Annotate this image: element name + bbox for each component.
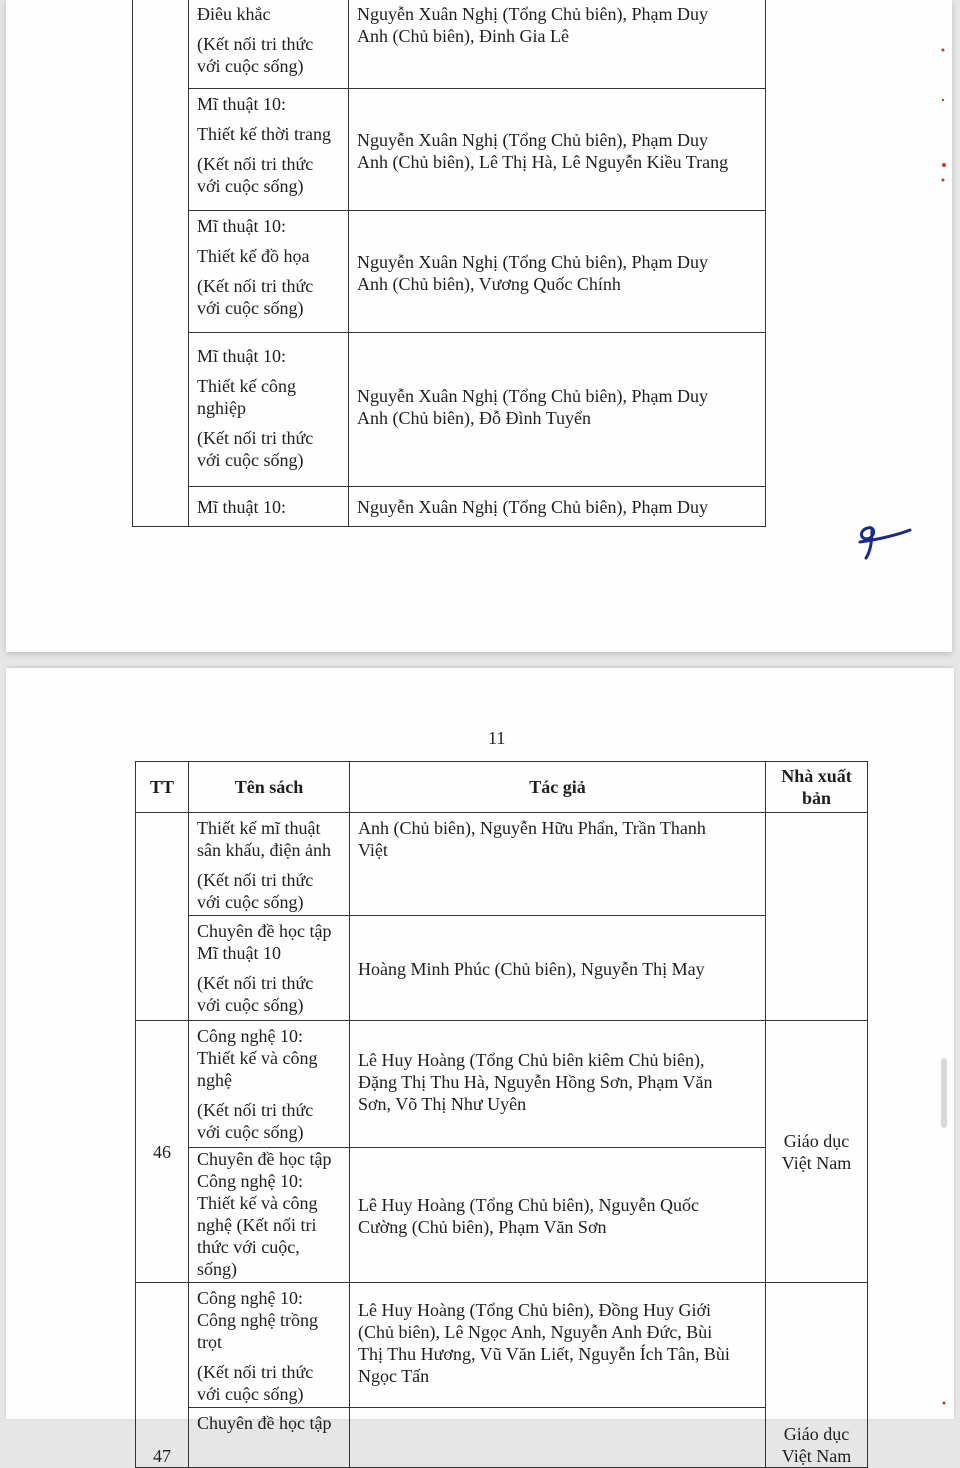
- authors-line: Anh (Chủ biên), Nguyễn Hữu Phẩn, Trần Thanh: [358, 818, 706, 838]
- publisher-header-line: bản: [801, 788, 832, 808]
- table-row: [136, 1148, 868, 1283]
- authors-cell: [350, 813, 766, 916]
- series-line: (Kết nối tri thức: [197, 870, 314, 890]
- series-line: (Kết nối tri thức: [197, 276, 314, 296]
- book-title-line: Công nghệ trồng: [197, 1310, 318, 1330]
- authors-line: Cường (Chủ biên), Phạm Văn Sơn: [358, 1217, 607, 1237]
- tt-cell: [133, 0, 189, 527]
- publisher-line: Việt Nam: [781, 1152, 852, 1173]
- book-title-line: Thiết kế và công: [197, 1193, 318, 1213]
- table-row: [136, 1408, 868, 1468]
- authors-line: Nguyễn Xuân Nghị (Tổng Chủ biên), Phạm Duy: [357, 497, 708, 517]
- table-row: [133, 0, 766, 89]
- authors-cell: [349, 0, 766, 89]
- book-title-line: sống): [197, 1259, 237, 1279]
- book-title-line: Mĩ thuật 10:: [197, 346, 286, 366]
- publisher-line: Giáo dục: [783, 1424, 850, 1444]
- series-line: với cuộc sống): [197, 1384, 304, 1404]
- table-row: [136, 1021, 868, 1148]
- authors-line: Lê Huy Hoàng (Tổng Chủ biên), Nguyễn Quốc: [358, 1195, 699, 1215]
- series-line: với cuộc sống): [197, 450, 304, 470]
- series-line: (Kết nối tri thức: [197, 1362, 314, 1382]
- book-title-line: nghệ (Kết nối tri: [197, 1215, 317, 1235]
- book-table: [135, 761, 868, 1468]
- book-title-line: Thiết kế và công: [197, 1048, 318, 1068]
- authors-line: Anh (Chủ biên), Vương Quốc Chính: [357, 274, 621, 294]
- table-row: [133, 211, 766, 333]
- table-row: [133, 89, 766, 211]
- series-line: (Kết nối tri thức: [197, 1100, 314, 1120]
- book-title-line: Thiết kế thời trang: [197, 124, 331, 144]
- margin-marks: [937, 40, 949, 190]
- book-title-line: thức với cuộc,: [197, 1237, 300, 1257]
- series-line: (Kết nối tri thức: [197, 973, 314, 993]
- tt-cell: [136, 813, 189, 1021]
- series-line: với cuộc sống): [197, 892, 304, 912]
- book-title-cell: [189, 211, 349, 333]
- publisher-cell: [766, 813, 868, 1021]
- authors-line: Lê Huy Hoàng (Tổng Chủ biên), Đồng Huy Giới: [358, 1300, 711, 1320]
- book-title-cell: [189, 813, 350, 916]
- book-title-cell: [189, 1408, 350, 1468]
- series-line: với cuộc sống): [197, 1122, 304, 1142]
- book-title-cell: [189, 1148, 350, 1283]
- authors-cell: [349, 487, 766, 527]
- column-header-tt: TT: [136, 762, 189, 813]
- series-line: với cuộc sống): [197, 995, 304, 1015]
- book-title-line: Công nghệ 10:: [197, 1026, 303, 1046]
- column-header-author: Tác giả: [350, 762, 766, 813]
- book-title-cell: [189, 89, 349, 211]
- book-title-line: Mĩ thuật 10: [197, 943, 281, 963]
- authors-cell: [349, 333, 766, 487]
- authors-line: Nguyễn Xuân Nghị (Tổng Chủ biên), Phạm Duy: [357, 252, 708, 272]
- book-title-line: Công nghệ 10:: [197, 1171, 303, 1191]
- book-table-continued: [132, 0, 766, 527]
- book-title-line: Chuyên đề học tập: [197, 1149, 332, 1169]
- column-header-publisher: [766, 762, 868, 813]
- authors-cell: [350, 1148, 766, 1283]
- authors-line: Nguyễn Xuân Nghị (Tổng Chủ biên), Phạm Duy: [357, 386, 708, 406]
- table-row: [136, 1283, 868, 1408]
- authors-line: (Chủ biên), Lê Ngọc Anh, Nguyễn Anh Đức, Bùi: [358, 1322, 713, 1342]
- table-row: [136, 813, 868, 916]
- publisher-header-line: Nhà xuất: [781, 766, 852, 786]
- book-title-cell: [189, 487, 349, 527]
- authors-line: Anh (Chủ biên), Lê Thị Hà, Lê Nguyễn Kiều Trang: [357, 152, 729, 172]
- authors-line: Thị Thu Hương, Vũ Văn Liết, Nguyễn Ích Tân, Bùi: [358, 1344, 730, 1364]
- book-title-line: Thiết kế đồ họa: [197, 246, 310, 266]
- publisher-line: Giáo dục: [783, 1130, 850, 1151]
- authors-cell: [350, 1283, 766, 1408]
- series-line: (Kết nối tri thức: [197, 34, 314, 54]
- book-title-line: sân khấu, điện ảnh: [197, 840, 331, 860]
- authors-line: Hoàng Minh Phúc (Chủ biên), Nguyễn Thị May: [358, 959, 705, 979]
- book-title-line: trọt: [197, 1332, 222, 1352]
- authors-cell: [350, 1021, 766, 1148]
- column-header-book: Tên sách: [189, 762, 350, 813]
- table-row: [133, 333, 766, 487]
- publisher-line: Việt Nam: [781, 1446, 852, 1466]
- publisher-cell: [766, 1021, 868, 1283]
- book-title-cell: [189, 0, 349, 89]
- table-row: [136, 916, 868, 1021]
- series-line: với cuộc sống): [197, 56, 304, 76]
- authors-line: Ngọc Tấn: [358, 1366, 430, 1386]
- authors-cell: [350, 1408, 766, 1468]
- tt-cell: 46: [136, 1021, 189, 1283]
- authors-line: Anh (Chủ biên), Đinh Gia Lê: [357, 26, 569, 46]
- table-row: [133, 487, 766, 527]
- series-line: với cuộc sống): [197, 176, 304, 196]
- margin-marks: [937, 728, 951, 1418]
- series-line: (Kết nối tri thức: [197, 428, 314, 448]
- tt-cell: 47: [136, 1283, 189, 1468]
- book-title-line: Chuyên đề học tập: [197, 921, 332, 941]
- authors-line: Nguyễn Xuân Nghị (Tổng Chủ biên), Phạm Duy: [357, 130, 708, 150]
- document-page-11: [6, 668, 954, 1466]
- book-title-line: Mĩ thuật 10:: [197, 216, 286, 236]
- book-title-line: Mĩ thuật 10:: [197, 497, 286, 517]
- publisher-cell: [766, 1283, 868, 1468]
- document-page-previous: [6, 0, 952, 652]
- authors-line: Lê Huy Hoàng (Tổng Chủ biên kiêm Chủ biên),: [358, 1050, 705, 1070]
- series-line: với cuộc sống): [197, 298, 304, 318]
- authors-line: Việt: [358, 840, 388, 860]
- book-title-cell: [189, 916, 350, 1021]
- book-title-line: Điêu khắc: [197, 4, 271, 24]
- authors-line: Anh (Chủ biên), Đỗ Đình Tuyển: [357, 408, 592, 428]
- book-title-cell: [189, 333, 349, 487]
- table-header-row: [136, 762, 868, 813]
- book-title-line: Chuyên đề học tập: [197, 1413, 332, 1433]
- authors-cell: [350, 916, 766, 1021]
- book-title-line: Thiết kế mĩ thuật: [197, 818, 321, 838]
- book-title-line: Thiết kế công: [197, 376, 296, 396]
- book-title-line: Mĩ thuật 10:: [197, 94, 286, 114]
- book-title-line: Công nghệ 10:: [197, 1288, 303, 1308]
- authors-cell: [349, 211, 766, 333]
- book-title-line: nghệ: [197, 1070, 232, 1090]
- authors-cell: [349, 89, 766, 211]
- page-number: 11: [488, 728, 506, 748]
- authors-line: Nguyễn Xuân Nghị (Tổng Chủ biên), Phạm Duy: [357, 4, 708, 24]
- series-line: (Kết nối tri thức: [197, 154, 314, 174]
- book-title-cell: [189, 1021, 350, 1148]
- book-title-line: nghiệp: [197, 398, 246, 418]
- initials-signature: [854, 520, 914, 565]
- authors-line: Đặng Thị Thu Hà, Nguyễn Hồng Sơn, Phạm Văn: [358, 1072, 713, 1092]
- authors-line: Sơn, Võ Thị Như Uyên: [358, 1094, 527, 1114]
- book-title-cell: [189, 1283, 350, 1408]
